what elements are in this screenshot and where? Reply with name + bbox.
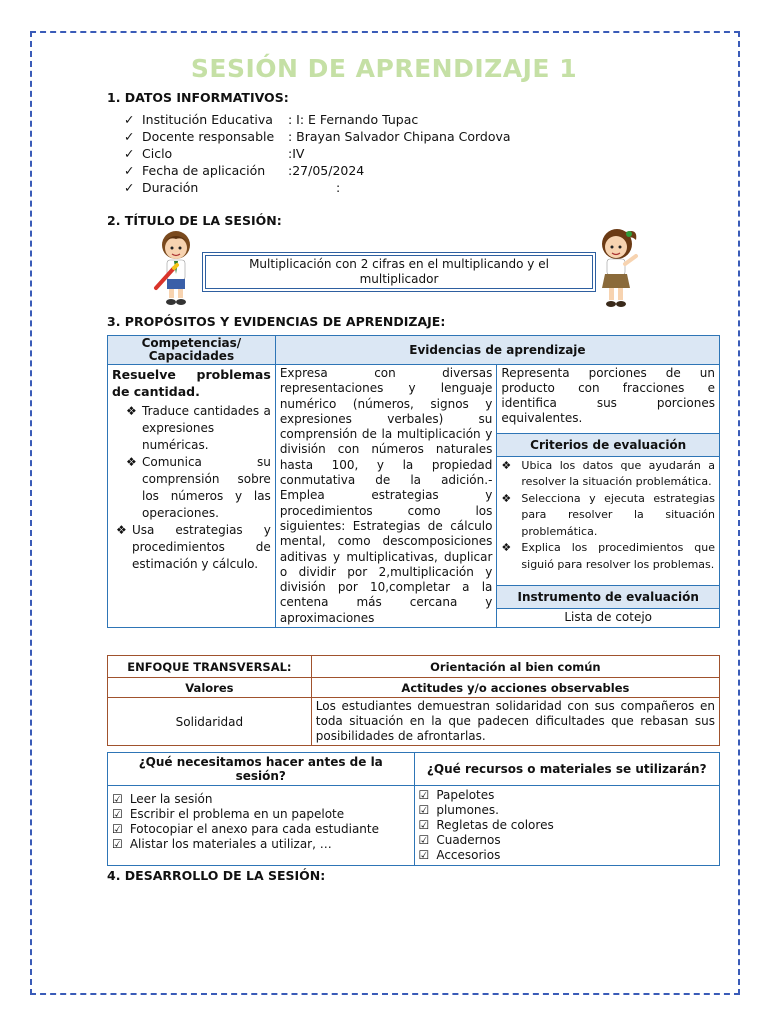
info-row [124, 111, 511, 128]
list-item: ❖ Usa estrategias y procedimientos de estimación y cálculo. [116, 523, 271, 571]
diamond-bullet-icon: ❖ [501, 458, 512, 472]
instrument-value: Lista de cotejo [497, 609, 720, 628]
info-row [124, 162, 511, 179]
checkbox-icon: ☑ [112, 792, 123, 806]
section-4-heading: 4. DESARROLLO DE LA SESIÓN: [107, 868, 326, 883]
check-icon: ✓ [124, 112, 135, 127]
section-3-heading: 3. PROPÓSITOS Y EVIDENCIAS DE APRENDIZAJE: [107, 314, 446, 329]
session-title-box [205, 255, 593, 289]
preparation-table [107, 752, 720, 866]
info-list [124, 111, 511, 196]
list-item: ☑ Fotocopiar el anexo para cada estudiante [112, 822, 379, 836]
section-1-heading: 1. DATOS INFORMATIVOS: [107, 90, 289, 105]
diamond-bullet-icon: ❖ [501, 541, 512, 555]
evidence-right: Representa porciones de un producto con fracciones e identifica sus porciones equivalentes. [497, 365, 720, 434]
list-item: ☑ Accesorios [418, 848, 501, 862]
diamond-bullet-icon: ❖ [126, 455, 137, 469]
info-label: Duración [142, 180, 199, 195]
actions-header: Actitudes y/o acciones observables [311, 678, 719, 698]
session-title: Multiplicación con 2 cifras en el multiplicando y el multiplicador [249, 257, 549, 286]
info-label: Institución Educativa [142, 112, 273, 127]
resources-header: ¿Qué recursos o materiales se utilizarán? [414, 753, 720, 786]
resources-list [414, 786, 720, 866]
info-value: : [336, 180, 341, 195]
list-item: ❖ Comunica su comprensión sobre los números y las operaciones. [126, 455, 271, 520]
info-row [124, 128, 511, 145]
checkbox-icon: ☑ [112, 807, 123, 821]
evidence-header: Evidencias de aprendizaje [275, 336, 719, 365]
transversal-label: ENFOQUE TRANSVERSAL: [108, 656, 312, 678]
capacities-list [112, 403, 271, 573]
checkbox-icon: ☑ [418, 833, 430, 847]
list-item: ❖ Selecciona y ejecuta estrategias para resolver la situación problemática. [501, 491, 715, 538]
diamond-bullet-icon: ❖ [126, 404, 137, 418]
list-item: ❖ Explica los procedimientos que siguió para resolver los problemas. [501, 541, 715, 571]
check-icon: ✓ [124, 129, 135, 144]
info-row [124, 179, 511, 196]
value-name: Solidaridad [108, 698, 312, 746]
info-row [124, 145, 511, 162]
competency-name: Resuelve problemas de cantidad. [112, 367, 271, 399]
list-item: ❖ Ubica los datos que ayudarán a resolver la situación problemática. [501, 458, 715, 489]
before-header: ¿Qué necesitamos hacer antes de la sesión? [108, 753, 415, 786]
info-value: : Brayan Salvador Chipana Cordova [288, 129, 511, 144]
info-value: :27/05/2024 [288, 163, 365, 178]
list-item: ☑ plumones. [418, 803, 499, 817]
checkbox-icon: ☑ [112, 837, 123, 851]
transversal-table [107, 655, 720, 746]
checkbox-icon: ☑ [112, 822, 123, 836]
purposes-table [107, 335, 720, 628]
info-label: Fecha de aplicación [142, 163, 266, 178]
boy-illustration-icon [152, 228, 200, 308]
section-2-heading: 2. TÍTULO DE LA SESIÓN: [107, 213, 282, 228]
criteria-cell [497, 456, 720, 586]
check-icon: ✓ [124, 146, 135, 161]
list-item: ❖ Traduce cantidades a expresiones numéricas. [126, 404, 271, 452]
before-list [108, 786, 415, 866]
check-icon: ✓ [124, 163, 135, 178]
info-value: : I: E Fernando Tupac [288, 112, 419, 127]
criteria-header: Criterios de evaluación [497, 433, 720, 456]
list-item: ☑ Cuadernos [418, 833, 501, 847]
competencies-cell [108, 365, 276, 628]
list-item: ☑ Papelotes [418, 788, 495, 802]
info-value: :IV [288, 146, 305, 161]
checkbox-icon: ☑ [418, 818, 430, 832]
info-label: Docente responsable [142, 129, 275, 144]
checkbox-icon: ☑ [418, 788, 430, 802]
diamond-bullet-icon: ❖ [501, 491, 512, 505]
check-icon: ✓ [124, 180, 135, 195]
checkbox-icon: ☑ [418, 848, 430, 862]
diamond-bullet-icon: ❖ [116, 523, 127, 537]
action-text: Los estudiantes demuestran solidaridad con sus compañeros en toda situación en la que padecen dificultades que rebasan sus posibilidades de afrontarlas. [311, 698, 719, 746]
list-item: ☑ Alistar los materiales a utilizar, … [112, 837, 332, 851]
evidence-text: Expresa con diversas representaciones y lenguaje numérico (números, signos y expresiones verbales) su comprensión de la multiplicación y división con números naturales hasta 100, y la propiedad conmutativa de la adición.- Emplea estrategias y procedimientos como los siguientes: Estrategias de cálculo mental, como descomposiciones aditivas y multiplicativas, duplicar o dividir por 2,multiplicación y división por 10,completar a la centena más cercana y aproximaciones [275, 365, 497, 628]
page-title: SESIÓN DE APRENDIZAJE 1 [190, 54, 578, 83]
criteria-list [501, 458, 715, 574]
instrument-header: Instrumento de evaluación [497, 586, 720, 609]
list-item: ☑ Escribir el problema en un papelote [112, 807, 345, 821]
checkbox-icon: ☑ [418, 803, 430, 817]
list-item: ☑ Regletas de colores [418, 818, 554, 832]
info-label: Ciclo [142, 146, 173, 161]
transversal-value: Orientación al bien común [311, 656, 719, 678]
competencies-header: Competencias/ Capacidades [108, 336, 276, 365]
girl-illustration-icon [592, 226, 642, 312]
values-header: Valores [108, 678, 312, 698]
list-item: ☑ Leer la sesión [112, 792, 213, 806]
